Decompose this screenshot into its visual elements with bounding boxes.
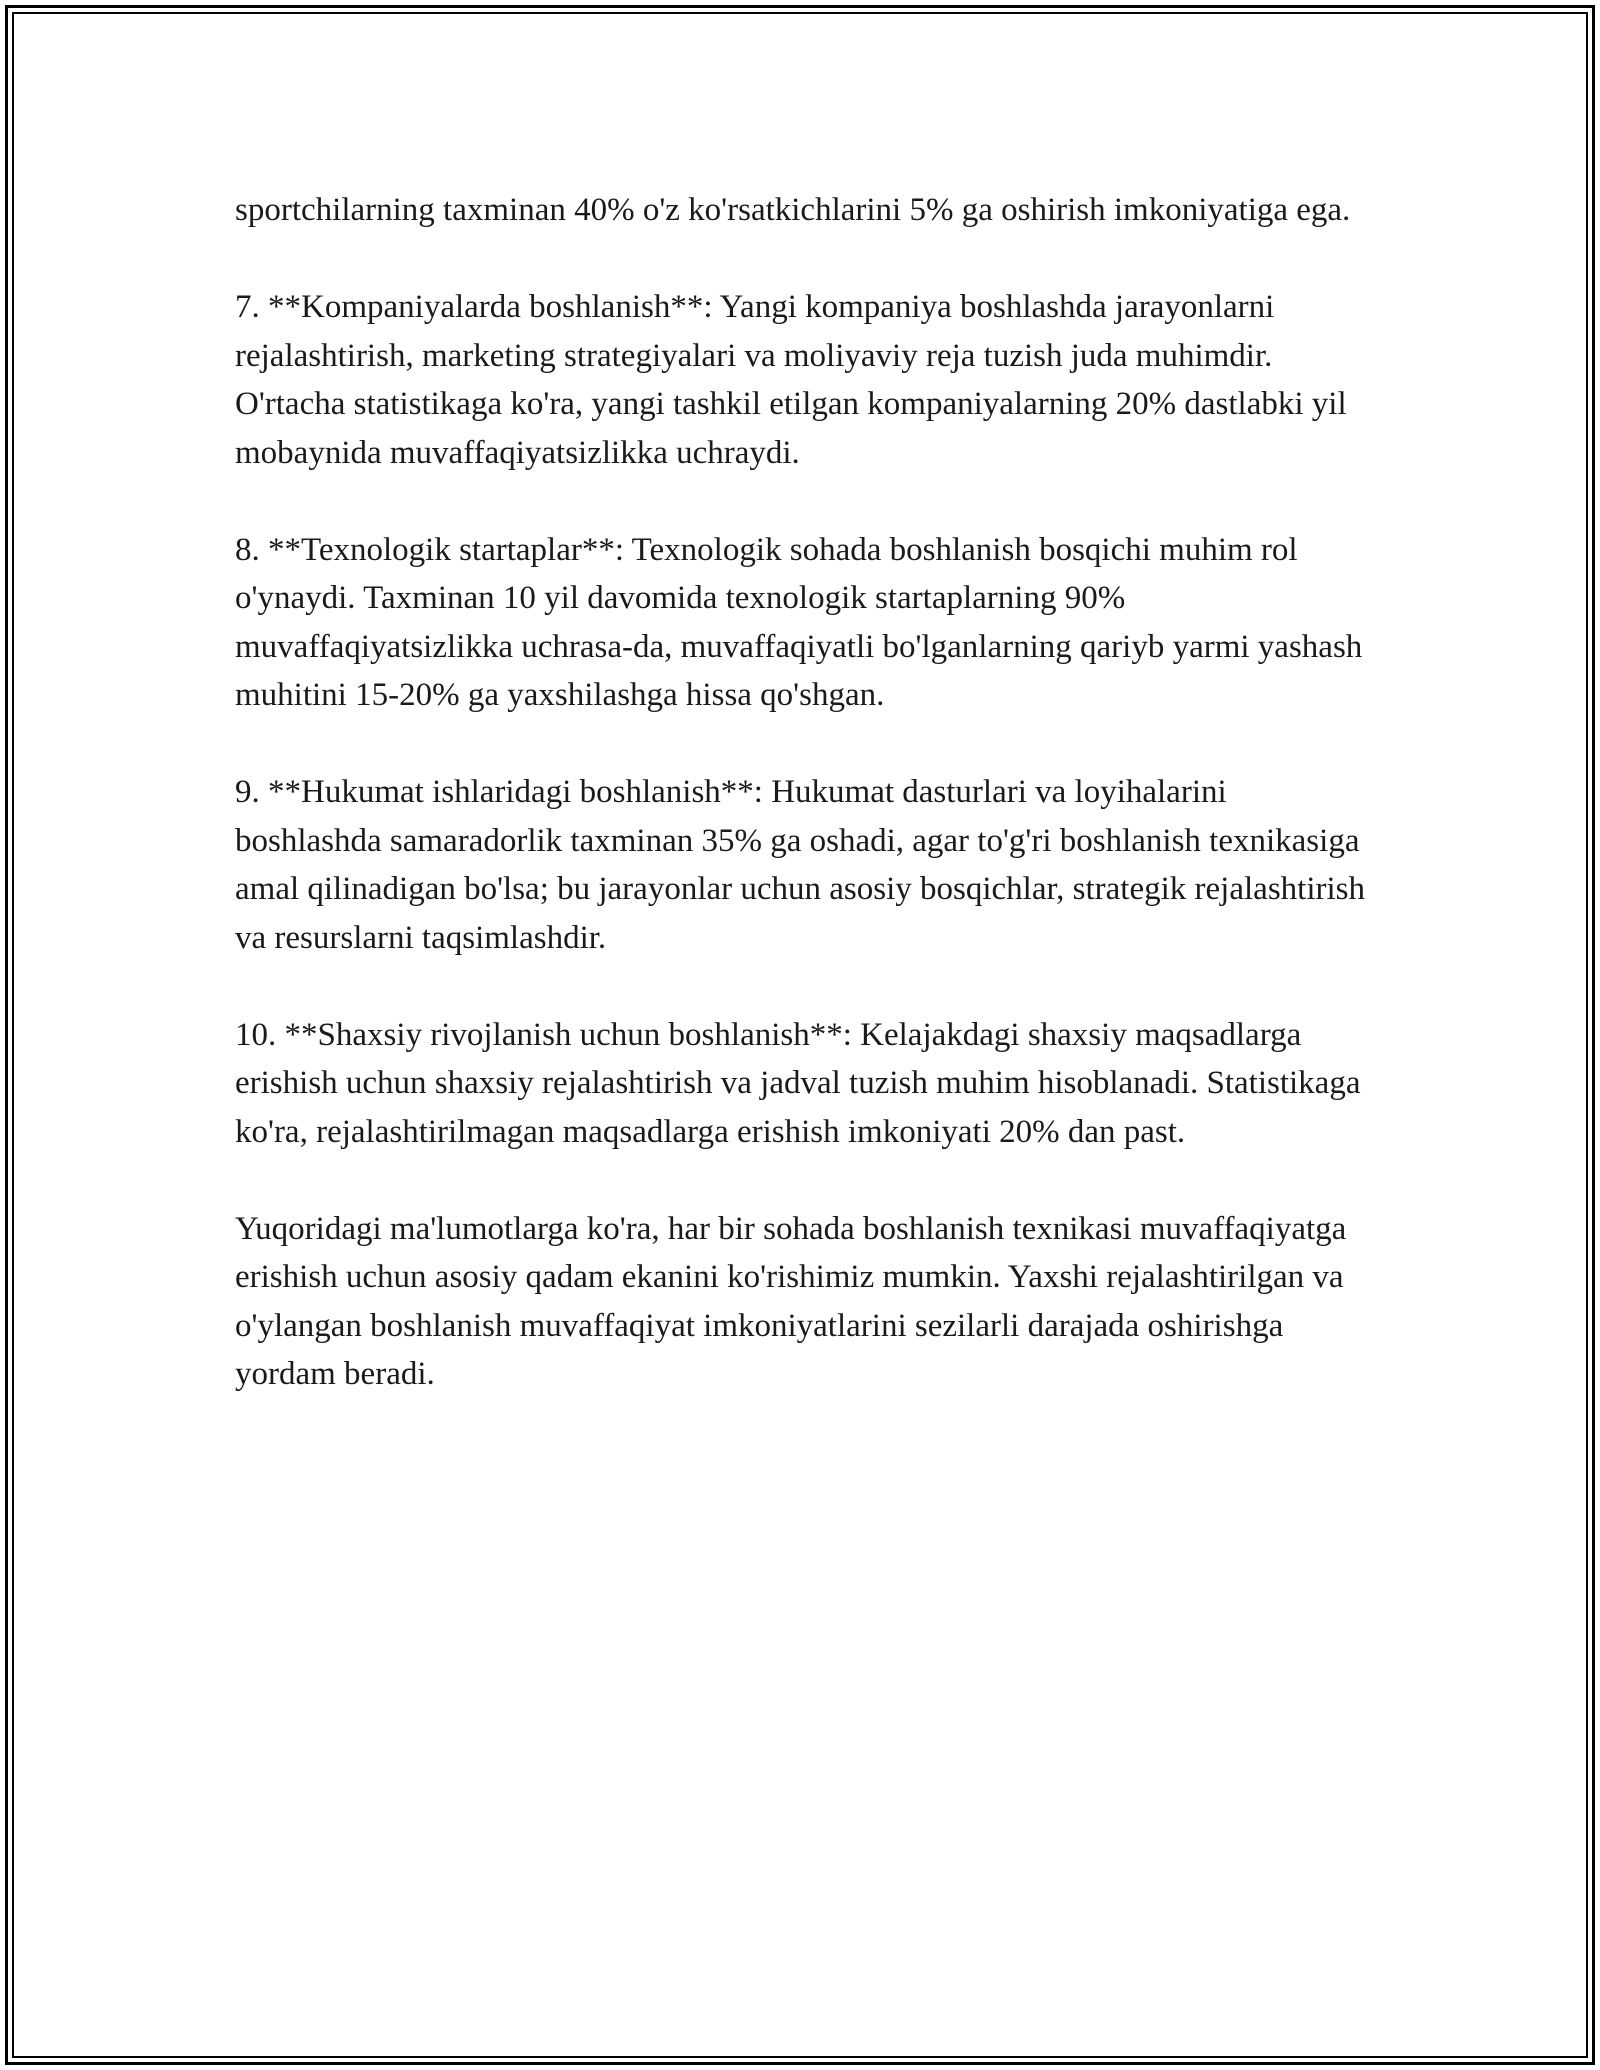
paragraph-item-9: 9. **Hukumat ishlaridagi boshlanish**: Hukumat dasturlari va loyihalarini boshlashda samaradorlik taxminan 35% ga oshadi, agar to'g'ri boshlanish texnikasiga amal qilinadigan bo'lsa; bu jarayonlar uchun asosiy bosqichlar, strategik rejalashtirish va resurslarni taqsimlashdir. — [235, 774, 1365, 956]
paragraph-item-8: 8. **Texnologik startaplar**: Texnologik sohada boshlanish bosqichi muhim rol o'ynaydi. Taxminan 10 yil davomida texnologik startaplarning 90% muvaffaqiyatsizlikka uchrasa-da, muvaffaqiyatli bo'lganlarning qariyb yarmi yashash muhitini 15-20% ga yaxshilashga hissa qo'shgan. — [235, 531, 1363, 713]
paragraph-item-7: 7. **Kompaniyalarda boshlanish**: Yangi kompaniya boshlashda jarayonlarni rejalashtirish, marketing strategiyalari va moliyaviy reja tuzish juda muhimdir. O'rtacha statistikaga ko'ra, yangi tashkil etilgan kompaniyalarning 20% dastlabki yil mobaynida muvaffaqiyatsizlikka uchraydi. — [235, 289, 1347, 471]
paragraph-continuation: sportchilarning taxminan 40% o'z ko'rsatkichlarini 5% ga oshirish imkoniyatiga ega. — [235, 192, 1351, 228]
paragraph-item-10: 10. **Shaxsiy rivojlanish uchun boshlanish**: Kelajakdagi shaxsiy maqsadlarga erishish uchun shaxsiy rejalashtirish va jadval tuzish muhim hisoblanadi. Statistikaga ko'ra, rejalashtirilmagan maqsadlarga erishish imkoniyati 20% dan past. — [235, 1016, 1361, 1150]
document-body — [235, 186, 1365, 1399]
paragraph-conclusion: Yuqoridagi ma'lumotlarga ko'ra, har bir sohada boshlanish texnikasi muvaffaqiyatga erishish uchun asosiy qadam ekanini ko'rishimiz mumkin. Yaxshi rejalashtirilgan va o'ylangan boshlanish muvaffaqiyat imkoniyatlarini sezilarli darajada oshirishga yordam beradi. — [235, 1210, 1347, 1392]
